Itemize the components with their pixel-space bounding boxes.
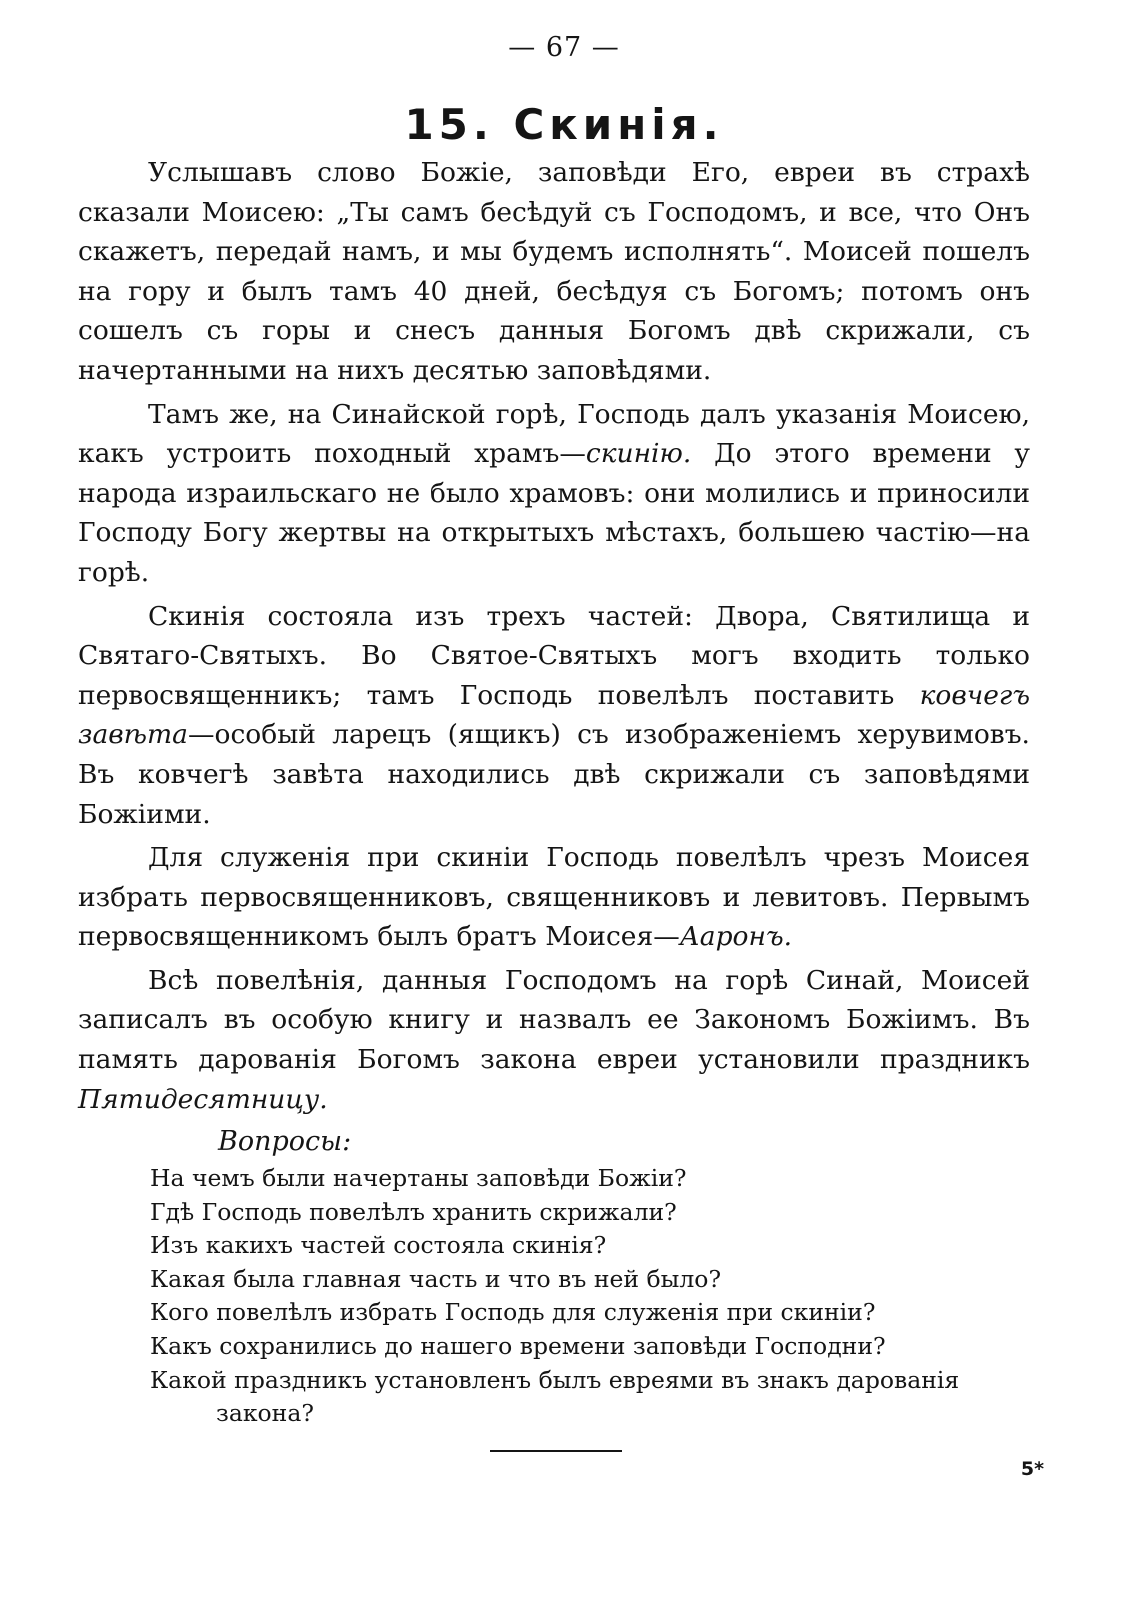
question-item: Какая была главная часть и что въ ней было? — [150, 1264, 722, 1293]
chapter-title: 15. Скинія. — [404, 100, 724, 149]
page-number: — 67 — — [508, 32, 620, 63]
paragraph-4-text-a: Для служенія при скиніи Господь повелѣлъ чрезъ Моисея избрать первосвященниковъ, священниковъ и левитовъ. Первымъ первосвященникомъ былъ братъ Моисея— — [78, 842, 1030, 953]
question-item: Какъ сохранились до нашего времени заповѣди Господни? — [150, 1331, 886, 1360]
body-text — [78, 153, 1030, 1119]
question-item: На чемъ были начертаны заповѣди Божіи? — [150, 1164, 687, 1192]
emphasis-pentecost: Пятидесятницу. — [78, 1083, 328, 1115]
question-item: Какой праздникъ установленъ былъ евреями въ знакъ дарованія закона? — [150, 1365, 960, 1428]
section-divider — [490, 1450, 622, 1452]
question-item: Кого повелѣлъ избрать Господь для служенія при скиніи? — [150, 1298, 876, 1327]
paragraph-3-text-b: —особый ларецъ (ящикъ) съ изображеніемъ херувимовъ. Въ ковчегѣ завѣта находились двѣ скрижали съ заповѣдями Божіими. — [78, 719, 1030, 830]
emphasis-aaron: Ааронъ. — [679, 921, 793, 953]
emphasis-ark: ковчегъ завѣта — [78, 679, 1030, 751]
question-item: Гдѣ Господь повелѣлъ хранить скрижали? — [150, 1197, 677, 1226]
paragraph-4 — [78, 838, 1030, 957]
paragraph-5-text-a: Всѣ повелѣнія, данныя Господомъ на горѣ Синай, Моисей записалъ въ особую книгу и назвалъ ее Закономъ Божіимъ. Въ память дарованія Богомъ закона евреи установили праздникъ — [78, 964, 1030, 1076]
paragraph-5 — [78, 961, 1030, 1119]
paragraph-3-text-a: Скинія состояла изъ трехъ частей: Двора, Святилища и Святаго-Святыхъ. Во Святое-Святыхъ могъ входить только первосвященникъ; тамъ Господь повелѣлъ поставить — [78, 600, 1030, 711]
paragraph-3 — [78, 597, 1030, 835]
questions-heading: Вопросы: — [218, 1126, 352, 1157]
paragraph-1: Услышавъ слово Божіе, заповѣди Его, евреи въ страхѣ сказали Моисею: „Ты самъ бесѣдуй съ Господомъ, и все, что Онъ скажетъ, передай намъ, и мы будемъ исполнять“. Моисей пошелъ на гору и былъ тамъ 40 дней, бесѣдуя съ Богомъ; потомъ онъ сошелъ съ горы и снесъ данныя Богомъ двѣ скрижали, съ начертанными на нихъ десятью заповѣдями. — [78, 157, 1030, 386]
printer-signature-mark: 5* — [1020, 1458, 1044, 1480]
paragraph-2-text-a: Тамъ же, на Синайской горѣ, Господь далъ указанія Моисею, какъ устроить походный храмъ— — [78, 398, 1030, 470]
questions-list — [150, 1162, 1040, 1431]
paragraph-2 — [78, 395, 1030, 593]
paragraph-2-text-b: До этого времени у народа израильскаго не было храмовъ: они молились и приносили Господу Богу жертвы на открытыхъ мѣстахъ, большею частію—на горѣ. — [78, 438, 1031, 588]
question-item: Изъ какихъ частей состояла скинія? — [150, 1231, 607, 1260]
emphasis-skinia: скинію. — [585, 438, 692, 470]
